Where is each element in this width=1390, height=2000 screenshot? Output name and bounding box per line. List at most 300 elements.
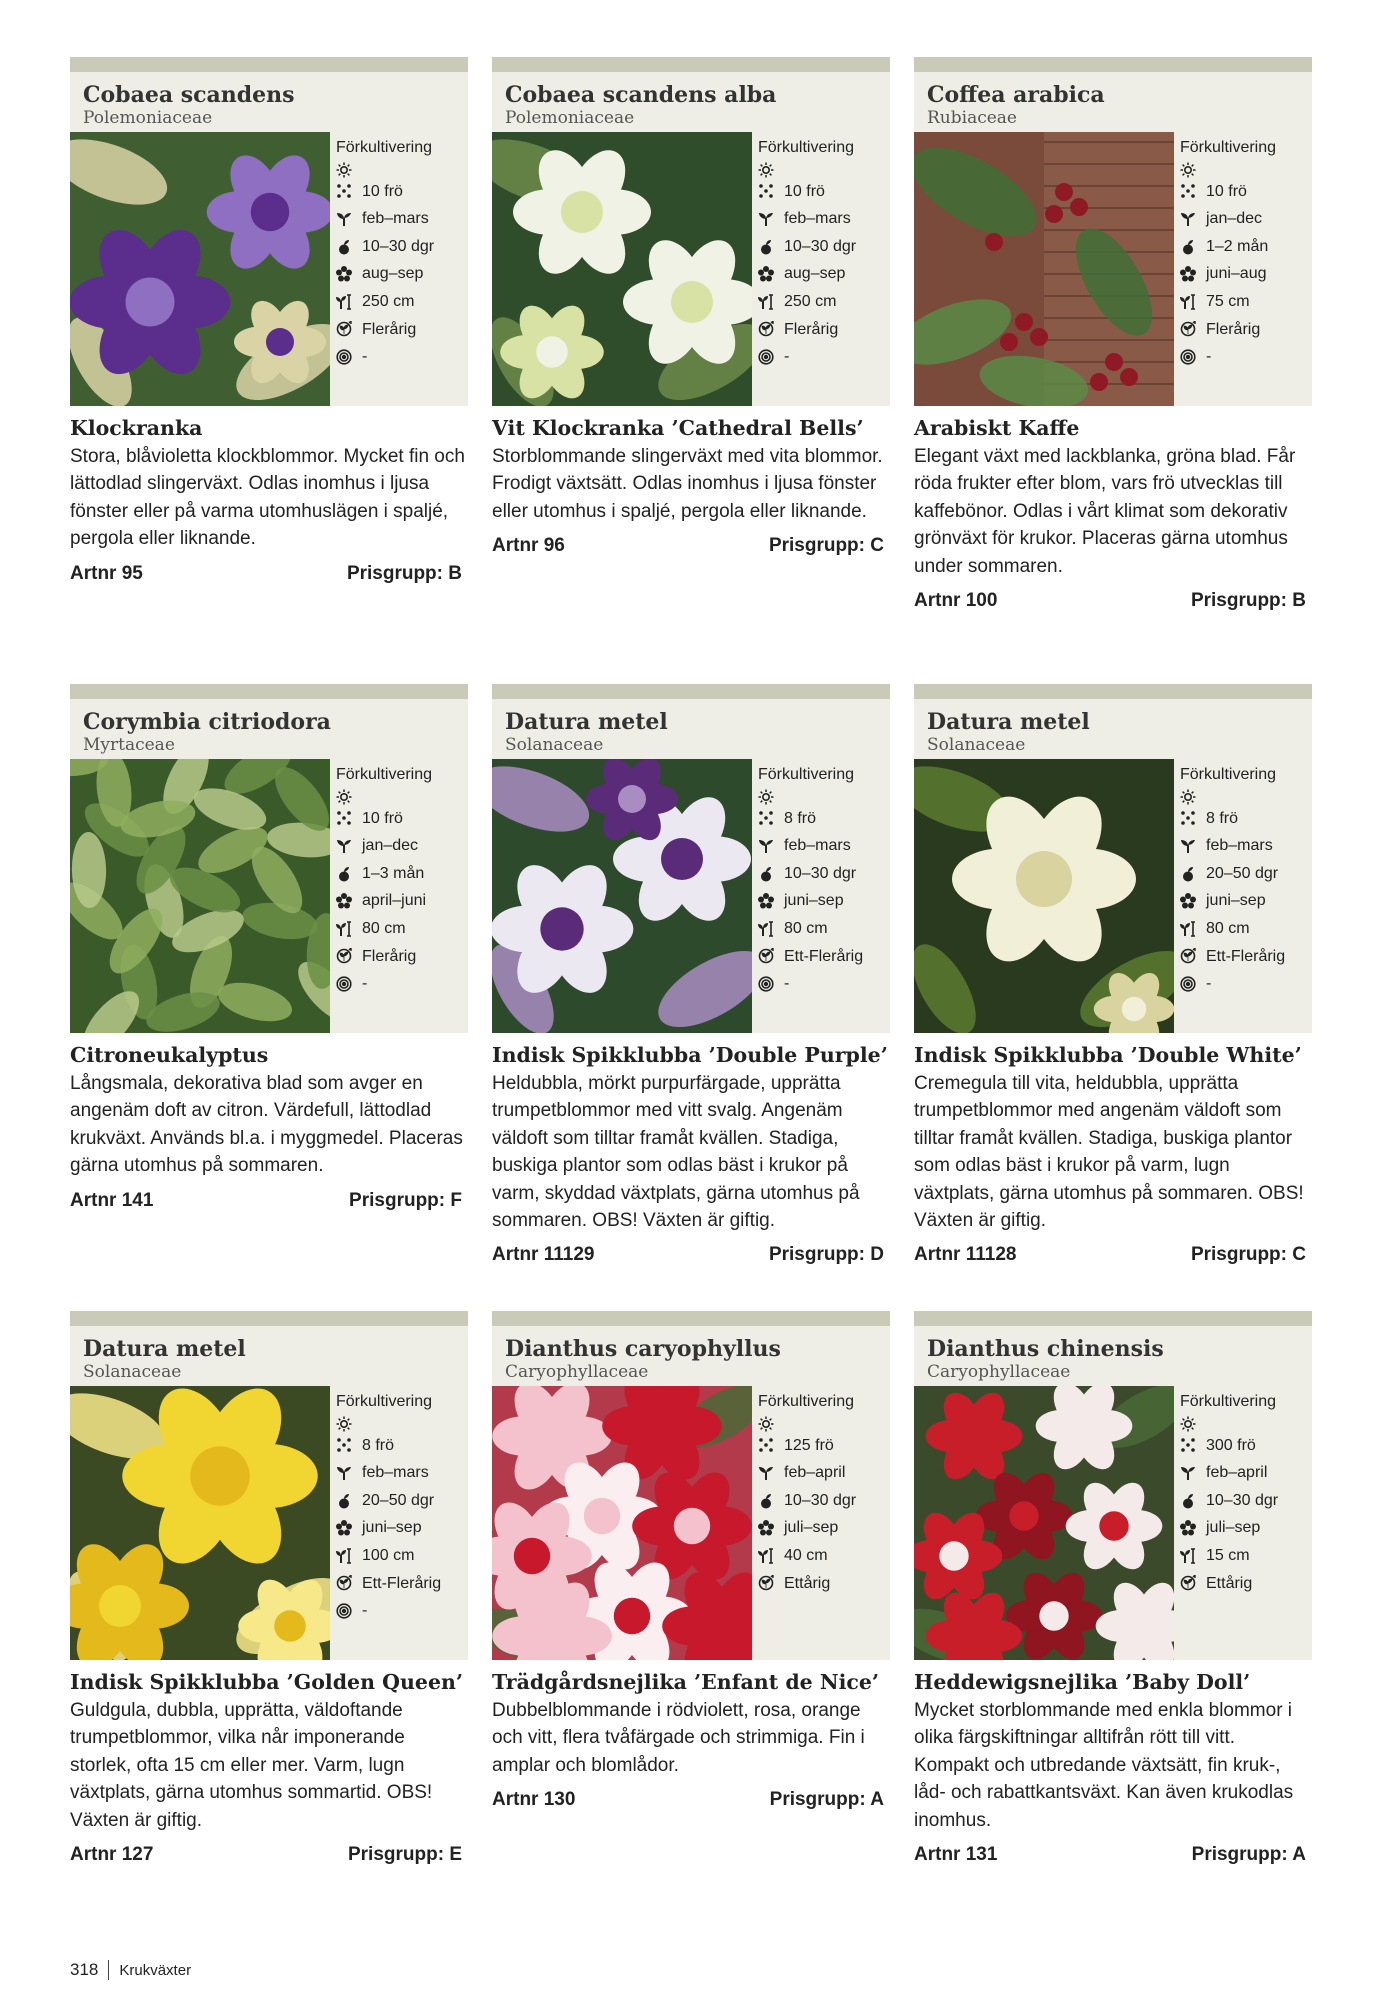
lifecycle-value: Flerårig bbox=[362, 320, 417, 338]
bloom-time-row bbox=[336, 260, 468, 288]
card-meta bbox=[914, 1842, 1312, 1868]
sun-icon bbox=[758, 789, 774, 805]
plant-height-icon bbox=[336, 294, 352, 310]
extra-row bbox=[336, 343, 468, 371]
description: Storblommande slingerväxt med vita blommor. Frodigt växtsätt. Odlas inomhus i ljusa fönster eller utomhus i spaljé, pergola eller liknande. bbox=[492, 446, 883, 522]
card-top-bar bbox=[914, 1311, 1312, 1326]
seed-count-icon bbox=[1180, 1437, 1196, 1453]
card-top-bar bbox=[70, 57, 468, 72]
sowing-time-row bbox=[758, 205, 890, 233]
card-header bbox=[70, 1326, 468, 1386]
germination-time-value: 10–30 dgr bbox=[784, 864, 857, 882]
plant-family: Solanaceae bbox=[505, 735, 604, 755]
sowing-time-value: feb–april bbox=[1206, 1464, 1268, 1482]
plant-family: Caryophyllaceae bbox=[927, 1362, 1071, 1382]
sun-icon bbox=[336, 1416, 352, 1432]
section-name: Krukväxter bbox=[119, 1961, 192, 1979]
plant-height-row bbox=[1180, 1542, 1312, 1570]
bloom-time-value: juli–sep bbox=[784, 1519, 839, 1537]
germination-time-row bbox=[336, 233, 468, 261]
seed-count-row bbox=[758, 805, 890, 833]
plant-height-row bbox=[758, 288, 890, 316]
seed-count-value: 8 frö bbox=[784, 809, 817, 827]
description: Långsmala, dekorativa blad som avger en angenäm doft av citron. Värdefull, lättodlad krukväxt. Används bl.a. i myggmedel. Placeras gärna utomhus på sommaren. bbox=[70, 1073, 463, 1177]
plant-height-icon bbox=[758, 294, 774, 310]
card-body bbox=[914, 132, 1312, 406]
germination-time-icon bbox=[336, 239, 352, 255]
forkultivering-label: Förkultivering bbox=[1180, 766, 1277, 783]
lifecycle-icon bbox=[336, 948, 352, 964]
latin-name: Cobaea scandens alba bbox=[505, 82, 777, 108]
price-group: Prisgrupp: D bbox=[768, 1244, 884, 1266]
germination-time-icon bbox=[336, 1493, 352, 1509]
article-number: Artnr 95 bbox=[70, 562, 143, 584]
plant-height-row bbox=[336, 915, 468, 943]
card-meta bbox=[914, 588, 1312, 614]
bloom-time-value: juli–sep bbox=[1206, 1519, 1261, 1537]
bloom-time-icon bbox=[758, 893, 774, 909]
lifecycle-icon bbox=[1180, 321, 1196, 337]
article-number: Artnr 11129 bbox=[492, 1244, 595, 1266]
description: Dubbelblommande i rödviolett, rosa, orange och vitt, flera tvåfärgade och strimmiga. Fin i amplar och blomlådor. bbox=[492, 1700, 865, 1776]
sowing-time-icon bbox=[758, 838, 774, 854]
latin-name: Corymbia citriodora bbox=[83, 709, 331, 735]
sun-icon bbox=[336, 162, 352, 178]
cultivation-info bbox=[752, 759, 890, 1033]
sowing-time-row bbox=[336, 1459, 468, 1487]
sowing-time-row bbox=[1180, 1459, 1312, 1487]
latin-name: Coffea arabica bbox=[927, 82, 1105, 108]
card-header bbox=[492, 699, 890, 759]
seed-count-row bbox=[336, 805, 468, 833]
sowing-time-value: feb–april bbox=[784, 1464, 846, 1482]
forkultivering-label: Förkultivering bbox=[758, 1393, 855, 1410]
latin-name: Dianthus caryophyllus bbox=[505, 1336, 781, 1362]
bloom-time-value: juni–sep bbox=[1206, 892, 1266, 910]
sowing-time-icon bbox=[336, 838, 352, 854]
extra-value: - bbox=[362, 348, 368, 366]
plant-card bbox=[70, 57, 468, 587]
plant-height-icon bbox=[1180, 1548, 1196, 1564]
plant-family: Solanaceae bbox=[927, 735, 1026, 755]
sun-row bbox=[336, 789, 468, 805]
bloom-time-row bbox=[336, 1514, 468, 1542]
lifecycle-icon bbox=[758, 948, 774, 964]
seed-count-row bbox=[336, 1432, 468, 1460]
price-group: Prisgrupp: B bbox=[1190, 590, 1306, 612]
sowing-time-row bbox=[336, 832, 468, 860]
germination-time-icon bbox=[1180, 866, 1196, 882]
sun-icon bbox=[1180, 162, 1196, 178]
price-group: Prisgrupp: A bbox=[769, 1789, 884, 1811]
sun-row bbox=[1180, 162, 1312, 178]
bloom-time-row bbox=[336, 887, 468, 915]
article-number: Artnr 100 bbox=[914, 590, 998, 612]
plant-photo bbox=[914, 1386, 1174, 1660]
seed-count-value: 125 frö bbox=[784, 1436, 834, 1454]
cultivation-info bbox=[330, 759, 468, 1033]
seed-count-row bbox=[1180, 1432, 1312, 1460]
sun-icon bbox=[758, 1416, 774, 1432]
page-footer bbox=[70, 1960, 191, 1980]
forkultivering-label: Förkultivering bbox=[336, 1393, 433, 1410]
lifecycle-row bbox=[336, 1570, 468, 1598]
plant-height-value: 40 cm bbox=[784, 1546, 828, 1564]
common-name: Indisk Spikklubba ’Golden Queen’ bbox=[70, 1670, 464, 1694]
plant-family: Polemoniaceae bbox=[505, 108, 635, 128]
forkultivering-label: Förkultivering bbox=[758, 766, 855, 783]
plant-height-row bbox=[1180, 915, 1312, 943]
plant-card bbox=[492, 1311, 890, 1813]
germination-time-row bbox=[336, 1487, 468, 1515]
plant-height-value: 80 cm bbox=[1206, 919, 1250, 937]
common-name: Citroneukalyptus bbox=[70, 1043, 269, 1067]
article-number: Artnr 96 bbox=[492, 535, 565, 557]
cultivation-info bbox=[1174, 132, 1312, 406]
plant-family: Polemoniaceae bbox=[83, 108, 213, 128]
bloom-time-value: aug–sep bbox=[362, 265, 424, 283]
plant-photo bbox=[492, 759, 752, 1033]
seed-count-row bbox=[336, 178, 468, 206]
germination-time-row bbox=[1180, 233, 1312, 261]
common-name: Arabiskt Kaffe bbox=[914, 416, 1080, 440]
card-header bbox=[492, 1326, 890, 1386]
bloom-time-value: juni–sep bbox=[784, 892, 844, 910]
card-header bbox=[70, 699, 468, 759]
sowing-time-icon bbox=[336, 1465, 352, 1481]
latin-name: Datura metel bbox=[505, 709, 668, 735]
germination-time-icon bbox=[1180, 1493, 1196, 1509]
cultivation-info bbox=[330, 1386, 468, 1660]
card-body bbox=[914, 759, 1312, 1033]
plant-photo bbox=[492, 132, 752, 406]
extra-value: - bbox=[1206, 348, 1212, 366]
lifecycle-row bbox=[1180, 1570, 1312, 1598]
plant-card bbox=[492, 684, 890, 1268]
price-group: Prisgrupp: A bbox=[1191, 1844, 1306, 1866]
card-header bbox=[914, 72, 1312, 132]
plant-card bbox=[914, 57, 1312, 614]
latin-name: Cobaea scandens bbox=[83, 82, 295, 108]
plant-height-icon bbox=[336, 921, 352, 937]
plant-height-row bbox=[336, 1542, 468, 1570]
footer-divider bbox=[108, 1960, 109, 1980]
sowing-time-value: feb–mars bbox=[784, 210, 851, 228]
bloom-time-row bbox=[758, 887, 890, 915]
description: Guldgula, dubbla, upprätta, väldoftande trumpetblommor, vilka når imponerande storlek, ofta 15 cm eller mer. Varm, lugn växtplats, gärna utomhus sommartid. OBS! Växten är giftig. bbox=[70, 1700, 433, 1831]
seed-count-icon bbox=[1180, 183, 1196, 199]
bloom-time-icon bbox=[1180, 266, 1196, 282]
bloom-time-row bbox=[758, 1514, 890, 1542]
germination-time-row bbox=[758, 233, 890, 261]
card-body bbox=[70, 132, 468, 406]
lifecycle-value: Ett-Flerårig bbox=[362, 1574, 442, 1592]
germination-time-icon bbox=[758, 1493, 774, 1509]
forkultivering-label: Förkultivering bbox=[758, 139, 855, 156]
seed-count-icon bbox=[336, 810, 352, 826]
sowing-time-value: jan–dec bbox=[1206, 210, 1263, 228]
extra-icon bbox=[1180, 976, 1196, 992]
card-top-bar bbox=[914, 684, 1312, 699]
sun-row bbox=[1180, 789, 1312, 805]
card-meta bbox=[70, 561, 468, 587]
plant-height-value: 75 cm bbox=[1206, 292, 1250, 310]
sowing-time-value: feb–mars bbox=[362, 210, 429, 228]
germination-time-value: 1–2 mån bbox=[1206, 237, 1269, 255]
lifecycle-row bbox=[336, 943, 468, 971]
lifecycle-value: Flerårig bbox=[362, 947, 417, 965]
germination-time-row bbox=[336, 860, 468, 888]
latin-name: Dianthus chinensis bbox=[927, 1336, 1164, 1362]
sun-icon bbox=[336, 789, 352, 805]
sun-row bbox=[758, 1416, 890, 1432]
bloom-time-row bbox=[1180, 887, 1312, 915]
lifecycle-value: Flerårig bbox=[784, 320, 839, 338]
sun-icon bbox=[1180, 789, 1196, 805]
plant-photo bbox=[492, 1386, 752, 1660]
seed-count-value: 10 frö bbox=[1206, 182, 1247, 200]
lifecycle-value: Ett-Flerårig bbox=[1206, 947, 1286, 965]
card-body bbox=[492, 1386, 890, 1660]
article-number: Artnr 11128 bbox=[914, 1244, 1017, 1266]
extra-row bbox=[758, 343, 890, 371]
plant-family: Solanaceae bbox=[83, 1362, 182, 1382]
forkultivering-label: Förkultivering bbox=[336, 139, 433, 156]
lifecycle-icon bbox=[1180, 948, 1196, 964]
germination-time-icon bbox=[336, 866, 352, 882]
sowing-time-icon bbox=[1180, 211, 1196, 227]
bloom-time-icon bbox=[758, 266, 774, 282]
card-body bbox=[70, 759, 468, 1033]
card-top-bar bbox=[914, 57, 1312, 72]
sowing-time-row bbox=[758, 1459, 890, 1487]
lifecycle-row bbox=[758, 316, 890, 344]
extra-row bbox=[336, 970, 468, 998]
seed-count-icon bbox=[336, 1437, 352, 1453]
plant-height-icon bbox=[336, 1548, 352, 1564]
plant-family: Myrtaceae bbox=[83, 735, 175, 755]
bloom-time-icon bbox=[1180, 1520, 1196, 1536]
card-top-bar bbox=[492, 1311, 890, 1326]
article-number: Artnr 141 bbox=[70, 1189, 154, 1211]
extra-icon bbox=[336, 1603, 352, 1619]
bloom-time-icon bbox=[336, 266, 352, 282]
sowing-time-icon bbox=[758, 1465, 774, 1481]
seed-count-icon bbox=[1180, 810, 1196, 826]
latin-name: Datura metel bbox=[83, 1336, 246, 1362]
article-number: Artnr 131 bbox=[914, 1844, 998, 1866]
seed-count-value: 8 frö bbox=[362, 1436, 395, 1454]
extra-icon bbox=[758, 349, 774, 365]
lifecycle-value: Flerårig bbox=[1206, 320, 1261, 338]
cultivation-info bbox=[752, 132, 890, 406]
seed-count-icon bbox=[758, 1437, 774, 1453]
extra-row bbox=[1180, 970, 1312, 998]
plant-photo bbox=[914, 132, 1174, 406]
sowing-time-value: feb–mars bbox=[784, 837, 851, 855]
plant-height-row bbox=[336, 288, 468, 316]
bloom-time-row bbox=[758, 260, 890, 288]
description: Stora, blåvioletta klockblommor. Mycket fin och lättodlad slingerväxt. Odlas inomhus i ljusa fönster eller på varma utomhuslägen i spaljé, pergola eller liknande. bbox=[70, 446, 465, 550]
lifecycle-value: Ett-Flerårig bbox=[784, 947, 864, 965]
sun-row bbox=[336, 162, 468, 178]
card-body bbox=[492, 759, 890, 1033]
card-meta bbox=[492, 1242, 890, 1268]
extra-value: - bbox=[784, 348, 790, 366]
germination-time-row bbox=[758, 860, 890, 888]
cultivation-info bbox=[752, 1386, 890, 1660]
bloom-time-row bbox=[1180, 1514, 1312, 1542]
plant-photo bbox=[914, 759, 1174, 1033]
germination-time-value: 10–30 dgr bbox=[1206, 1491, 1279, 1509]
seed-count-icon bbox=[336, 183, 352, 199]
lifecycle-icon bbox=[758, 321, 774, 337]
germination-time-value: 10–30 dgr bbox=[784, 237, 857, 255]
plant-photo bbox=[70, 132, 330, 406]
price-group: Prisgrupp: C bbox=[1190, 1244, 1306, 1266]
common-name: Klockranka bbox=[70, 416, 203, 440]
lifecycle-row bbox=[1180, 943, 1312, 971]
card-meta bbox=[492, 1787, 890, 1813]
extra-row bbox=[336, 1597, 468, 1625]
plant-family: Rubiaceae bbox=[927, 108, 1017, 128]
card-body bbox=[492, 132, 890, 406]
page-number: 318 bbox=[70, 1960, 99, 1979]
bloom-time-icon bbox=[758, 1520, 774, 1536]
plant-height-icon bbox=[1180, 921, 1196, 937]
lifecycle-row bbox=[758, 943, 890, 971]
common-name: Indisk Spikklubba ’Double White’ bbox=[914, 1043, 1302, 1067]
bloom-time-icon bbox=[336, 1520, 352, 1536]
description: Elegant växt med lackblanka, gröna blad. Får röda frukter efter blom, vars frö utvecklas till kaffebönor. Odlas i vårt klimat som dekorativ grönväxt för krukor. Placeras gärna utomhus under sommaren. bbox=[914, 446, 1296, 577]
extra-icon bbox=[336, 976, 352, 992]
sun-row bbox=[1180, 1416, 1312, 1432]
card-top-bar bbox=[70, 1311, 468, 1326]
forkultivering-label: Förkultivering bbox=[336, 766, 433, 783]
lifecycle-row bbox=[758, 1570, 890, 1598]
lifecycle-icon bbox=[758, 1575, 774, 1591]
plant-card bbox=[914, 1311, 1312, 1868]
sowing-time-icon bbox=[1180, 838, 1196, 854]
card-header bbox=[70, 72, 468, 132]
card-body bbox=[914, 1386, 1312, 1660]
card-meta bbox=[914, 1242, 1312, 1268]
lifecycle-value: Ettårig bbox=[1206, 1574, 1253, 1592]
germination-time-icon bbox=[1180, 239, 1196, 255]
sun-icon bbox=[758, 162, 774, 178]
germination-time-icon bbox=[758, 866, 774, 882]
bloom-time-value: aug–sep bbox=[784, 265, 846, 283]
common-name: Vit Klockranka ’Cathedral Bells’ bbox=[492, 416, 864, 440]
seed-count-row bbox=[1180, 178, 1312, 206]
extra-value: - bbox=[362, 975, 368, 993]
plant-height-icon bbox=[758, 921, 774, 937]
germination-time-value: 1–3 mån bbox=[362, 864, 425, 882]
sowing-time-value: jan–dec bbox=[362, 837, 419, 855]
sowing-time-row bbox=[1180, 832, 1312, 860]
plant-height-value: 15 cm bbox=[1206, 1546, 1250, 1564]
latin-name: Datura metel bbox=[927, 709, 1090, 735]
plant-photo bbox=[70, 759, 330, 1033]
plant-height-row bbox=[1180, 288, 1312, 316]
sowing-time-row bbox=[758, 832, 890, 860]
sun-icon bbox=[1180, 1416, 1196, 1432]
seed-count-value: 10 frö bbox=[362, 182, 403, 200]
forkultivering-label: Förkultivering bbox=[1180, 139, 1277, 156]
extra-icon bbox=[1180, 349, 1196, 365]
plant-height-value: 80 cm bbox=[362, 919, 406, 937]
seed-count-value: 8 frö bbox=[1206, 809, 1239, 827]
common-name: Trädgårdsnejlika ’Enfant de Nice’ bbox=[492, 1670, 880, 1694]
germination-time-value: 20–50 dgr bbox=[1206, 864, 1279, 882]
card-top-bar bbox=[492, 57, 890, 72]
extra-value: - bbox=[362, 1602, 368, 1620]
card-header bbox=[914, 1326, 1312, 1386]
sowing-time-icon bbox=[1180, 1465, 1196, 1481]
sowing-time-row bbox=[336, 205, 468, 233]
plant-height-row bbox=[758, 1542, 890, 1570]
lifecycle-value: Ettårig bbox=[784, 1574, 831, 1592]
seed-count-value: 10 frö bbox=[362, 809, 403, 827]
germination-time-value: 20–50 dgr bbox=[362, 1491, 435, 1509]
extra-value: - bbox=[784, 975, 790, 993]
extra-icon bbox=[336, 349, 352, 365]
sowing-time-value: feb–mars bbox=[362, 1464, 429, 1482]
bloom-time-row bbox=[1180, 260, 1312, 288]
plant-height-value: 250 cm bbox=[362, 292, 415, 310]
sowing-time-value: feb–mars bbox=[1206, 837, 1273, 855]
plant-height-icon bbox=[1180, 294, 1196, 310]
bloom-time-value: juni–sep bbox=[362, 1519, 422, 1537]
extra-icon bbox=[758, 976, 774, 992]
extra-row bbox=[758, 970, 890, 998]
plant-photo bbox=[70, 1386, 330, 1660]
germination-time-icon bbox=[758, 239, 774, 255]
seed-count-icon bbox=[758, 810, 774, 826]
card-top-bar bbox=[70, 684, 468, 699]
card-meta bbox=[70, 1188, 468, 1214]
card-meta bbox=[70, 1842, 468, 1868]
sun-row bbox=[758, 162, 890, 178]
sowing-time-icon bbox=[336, 211, 352, 227]
price-group: Prisgrupp: B bbox=[346, 562, 462, 584]
bloom-time-value: juni–aug bbox=[1206, 265, 1267, 283]
card-top-bar bbox=[492, 684, 890, 699]
plant-card bbox=[70, 684, 468, 1214]
extra-row bbox=[1180, 343, 1312, 371]
lifecycle-row bbox=[336, 316, 468, 344]
plant-height-icon bbox=[758, 1548, 774, 1564]
seed-count-icon bbox=[758, 183, 774, 199]
plant-card bbox=[70, 1311, 468, 1868]
lifecycle-icon bbox=[1180, 1575, 1196, 1591]
card-header bbox=[492, 72, 890, 132]
price-group: Prisgrupp: F bbox=[349, 1189, 462, 1211]
article-number: Artnr 127 bbox=[70, 1844, 154, 1866]
seed-count-value: 300 frö bbox=[1206, 1436, 1256, 1454]
lifecycle-row bbox=[1180, 316, 1312, 344]
cultivation-info bbox=[1174, 1386, 1312, 1660]
plant-card bbox=[914, 684, 1312, 1268]
plant-height-value: 100 cm bbox=[362, 1546, 415, 1564]
lifecycle-icon bbox=[336, 1575, 352, 1591]
price-group: Prisgrupp: E bbox=[347, 1844, 462, 1866]
seed-count-row bbox=[758, 178, 890, 206]
plant-height-value: 250 cm bbox=[784, 292, 837, 310]
germination-time-row bbox=[758, 1487, 890, 1515]
bloom-time-value: april–juni bbox=[362, 892, 427, 910]
plant-card bbox=[492, 57, 890, 559]
